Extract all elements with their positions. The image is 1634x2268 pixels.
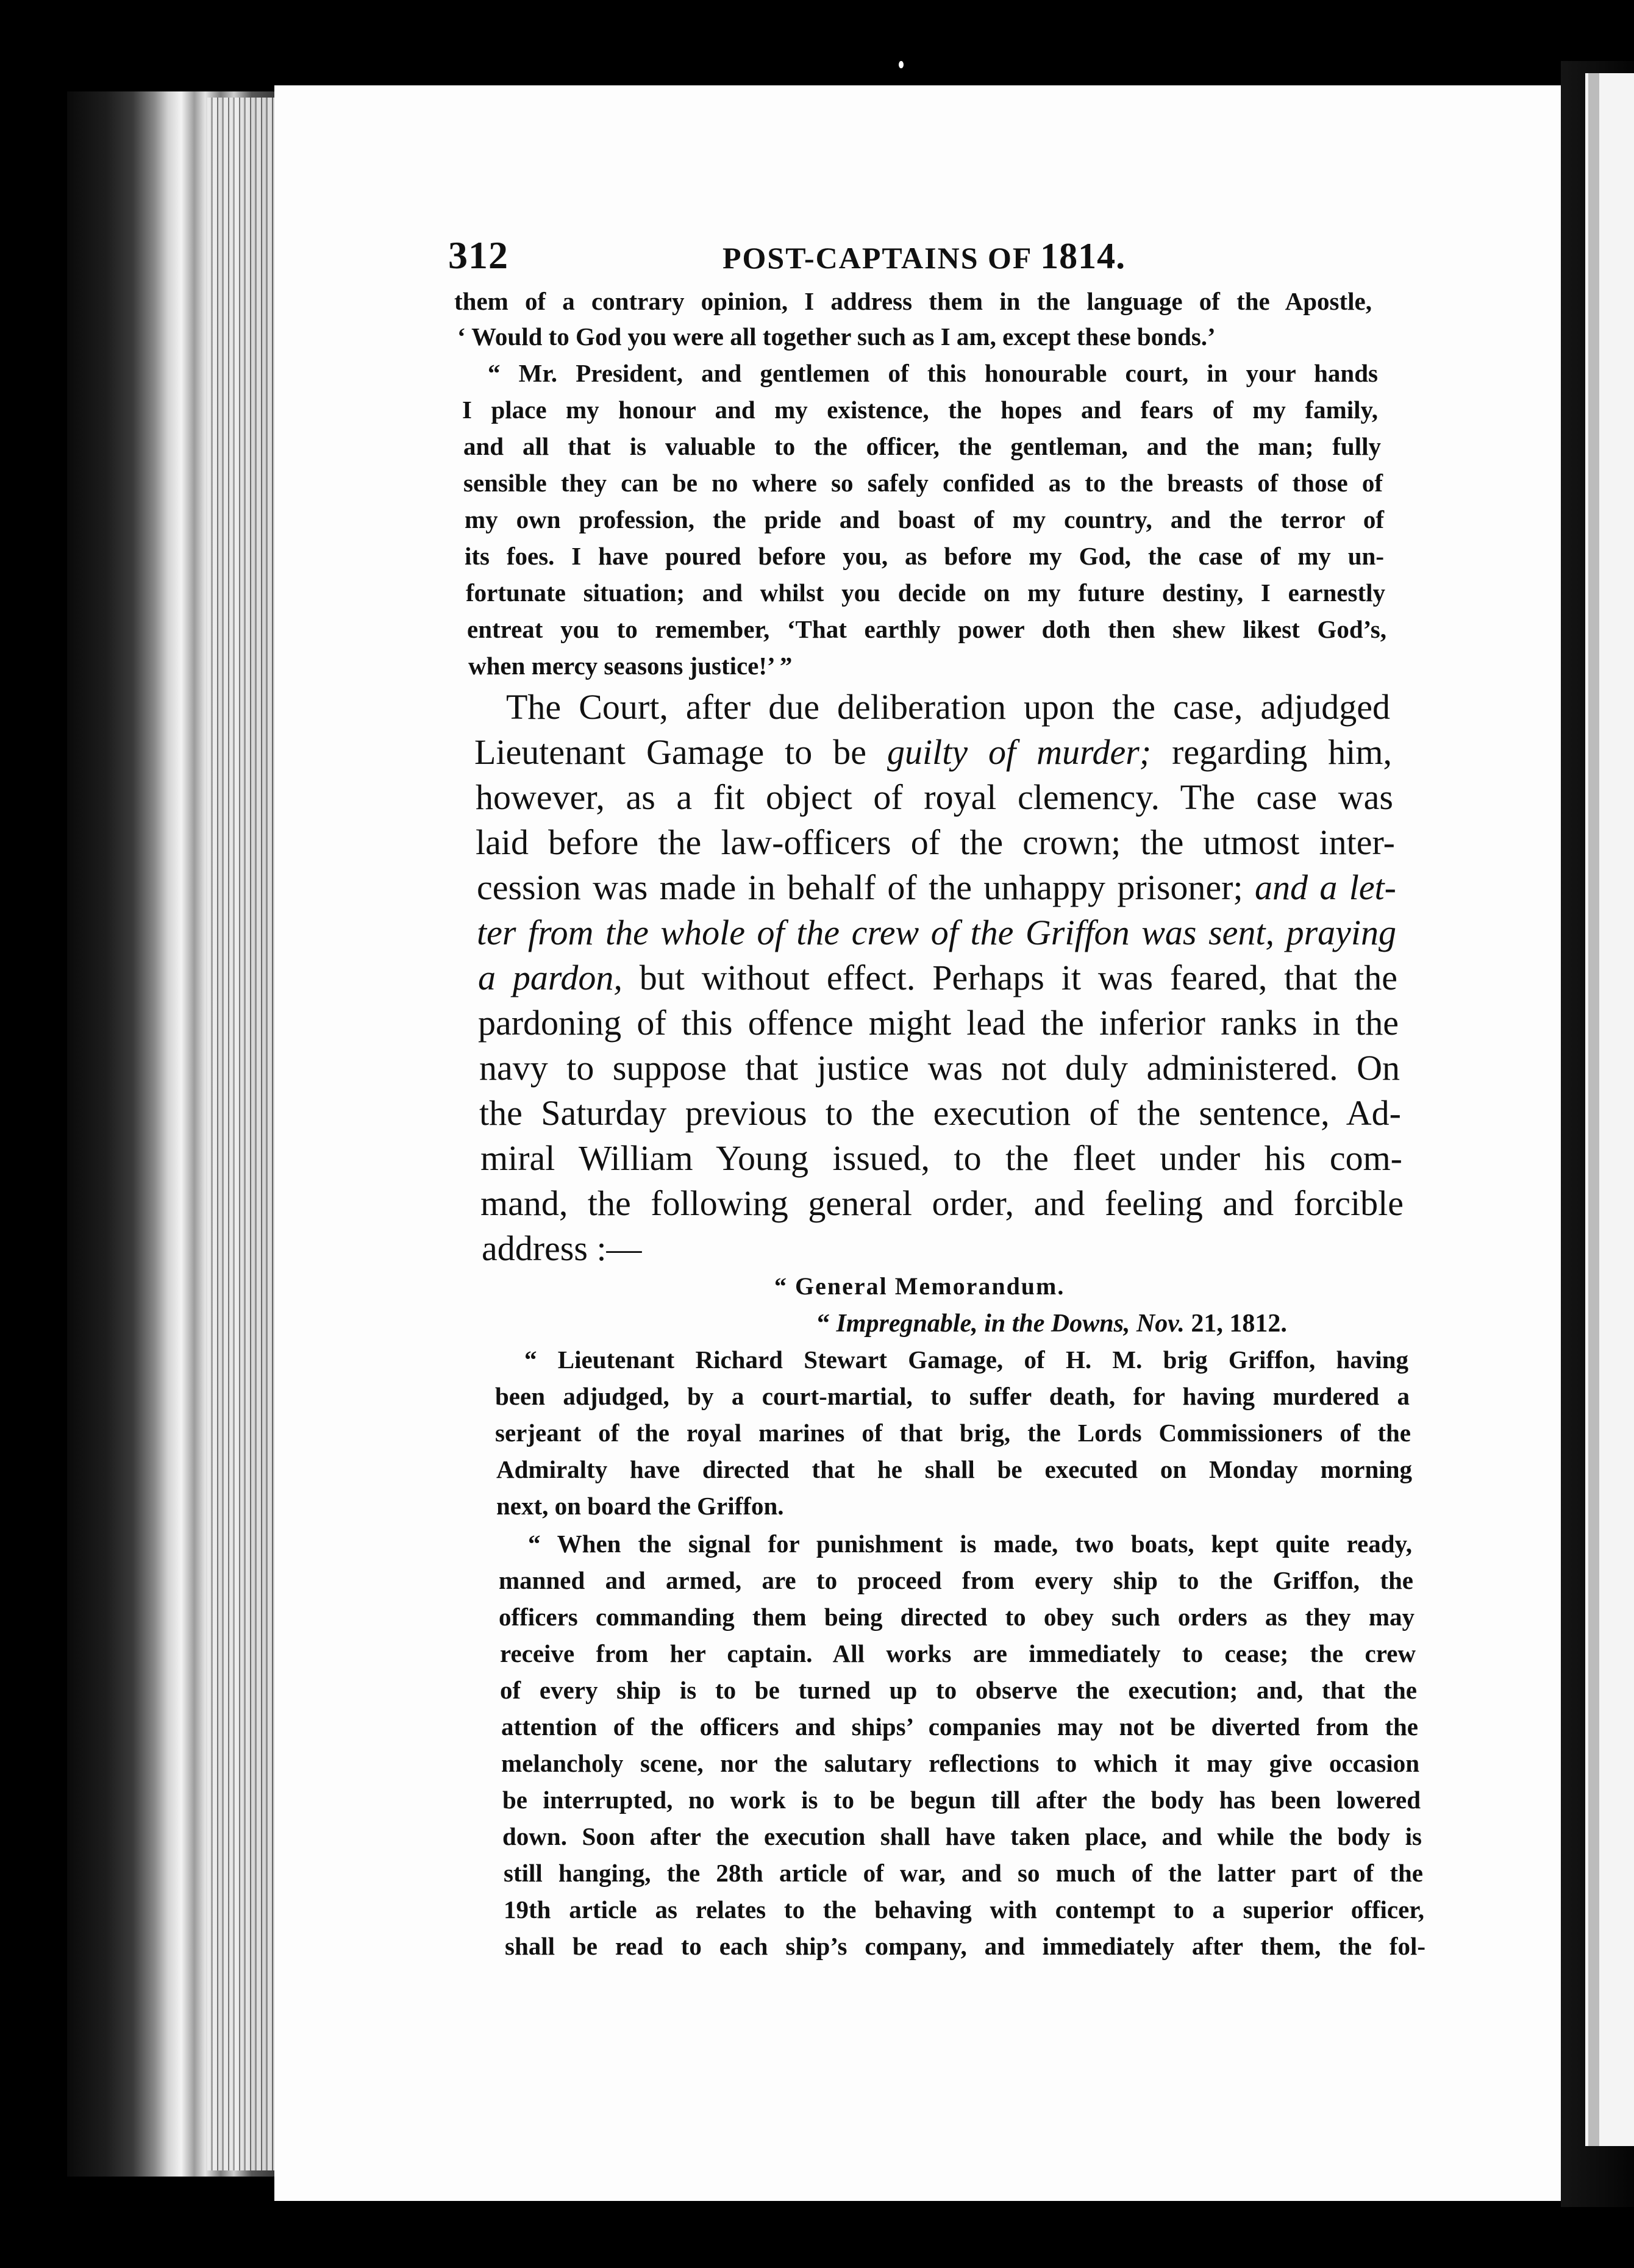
memorandum-dateline [817, 1307, 1402, 1340]
running-title [722, 235, 1126, 277]
page-edges [207, 98, 280, 2170]
text-run: 21, 1812. [1184, 1310, 1287, 1338]
text-line: entreat you to remember, ‘That earthly power doth then shew likest God’s, [467, 615, 1386, 643]
text-line: my own profession, the pride and boast of my country, and the terror of [465, 505, 1384, 533]
text-line: serjeant of the royal marines of that brig, the Lords Commissioners of the [495, 1419, 1411, 1447]
text-line: them of a contrary opinion, I address them in the language of the Apostle, [454, 287, 1372, 315]
text-line: “ Lieutenant Richard Stewart Gamage, of H. M. brig Griffon, having [524, 1346, 1408, 1374]
text-line: ‘ Would to God you were all together such as I am, except these bonds.’ [457, 323, 1216, 351]
text-line: address :— [482, 1228, 642, 1268]
facing-page-shadow [1588, 73, 1599, 2146]
text-line: the Saturday previous to the execution of the sentence, Ad- [479, 1093, 1401, 1133]
text-line: attention of the officers and ships’ companies may not be diverted from the [501, 1713, 1418, 1741]
scan-speck [899, 61, 904, 68]
running-title-text: POST-CAPTAINS OF [722, 241, 1032, 275]
text-line: when mercy seasons justice!’ ” [468, 652, 793, 680]
text-line: “ When the signal for punishment is made, two boats, kept quite ready, [528, 1530, 1412, 1558]
running-title-year: 1814. [1040, 236, 1126, 276]
text-line: miral William Young issued, to the fleet under his com- [480, 1138, 1402, 1178]
text-line: I place my honour and my existence, the hopes and fears of my family, [462, 396, 1378, 424]
text-line: The Court, after due deliberation upon the case, adjudged [506, 687, 1390, 727]
text-line: sensible they can be no where so safely confided as to the breasts of those of [463, 469, 1383, 497]
text-line: Admiralty have directed that he shall be executed on Monday morning [496, 1455, 1412, 1483]
page-number: 312 [448, 234, 508, 277]
text-line: laid before the law-officers of the crown; the utmost inter- [476, 822, 1395, 862]
text-line: its foes. I have poured before you, as before my God, the case of my un- [465, 542, 1384, 570]
text-line [477, 911, 1396, 955]
text-line: manned and armed, are to proceed from every ship to the Griffon, the [499, 1566, 1413, 1594]
text-line: been adjudged, by a court-martial, to suffer death, for having murdered a [495, 1382, 1410, 1410]
text-line: “ Mr. President, and gentlemen of this honourable court, in your hands [488, 359, 1378, 387]
italic-run: a pardon, [478, 958, 623, 997]
text-line: fortunate situation; and whilst you decide on my future destiny, I earnestly [466, 579, 1385, 607]
text-line: however, as a fit object of royal clemency. The case was [476, 777, 1393, 817]
text-run: but without effect. Perhaps it was feared, that the [622, 958, 1397, 997]
italic-run: guilty of murder; [887, 732, 1152, 772]
text-line: mand, the following general order, and feeling and forcible [480, 1183, 1404, 1223]
italic-run: ter from the whole of the crew of the Griffon was sent, praying [477, 913, 1396, 952]
text-run: Lieutenant Gamage to be [474, 732, 887, 772]
text-line: pardoning of this offence might lead the inferior ranks in the [478, 1003, 1399, 1043]
text-line: next, on board the Griffon. [496, 1492, 784, 1520]
running-header [448, 233, 1424, 282]
text-line [477, 866, 1396, 910]
text-line: be interrupted, no work is to be begun till after the body has been lowered [502, 1786, 1421, 1814]
text-line [478, 956, 1397, 1000]
text-line [474, 730, 1392, 774]
text-run: “ [817, 1310, 837, 1338]
text-line: still hanging, the 28th article of war, and so much of the latter part of the [504, 1859, 1423, 1887]
text-run: cession was made in behalf of the unhappy prisoner; [477, 868, 1255, 907]
text-line: officers commanding them being directed to obey such orders as they may [499, 1603, 1415, 1631]
text-run: regarding him, [1151, 732, 1393, 772]
text-line: melancholy scene, nor the salutary reflections to which it may give occasion [501, 1749, 1419, 1777]
text-line: shall be read to each ship’s company, and immediately after them, the fol- [505, 1932, 1425, 1960]
text-line: down. Soon after the execution shall have taken place, and while the body is [502, 1822, 1422, 1850]
text-line: navy to suppose that justice was not duly administered. On [479, 1048, 1400, 1088]
italic-run: Impregnable, in the Downs, Nov. [836, 1310, 1185, 1338]
text-line: receive from her captain. All works are immediately to cease; the crew [500, 1639, 1416, 1667]
text-line: and all that is valuable to the officer, the gentleman, and the man; fully [463, 432, 1381, 460]
text-line: of every ship is to be turned up to observe the execution; and, that the [500, 1676, 1417, 1704]
memorandum-title: “ General Memorandum. [774, 1272, 1065, 1300]
text-line: 19th article as relates to the behaving with contempt to a superior officer, [504, 1895, 1424, 1924]
italic-run: and a let- [1254, 868, 1396, 907]
